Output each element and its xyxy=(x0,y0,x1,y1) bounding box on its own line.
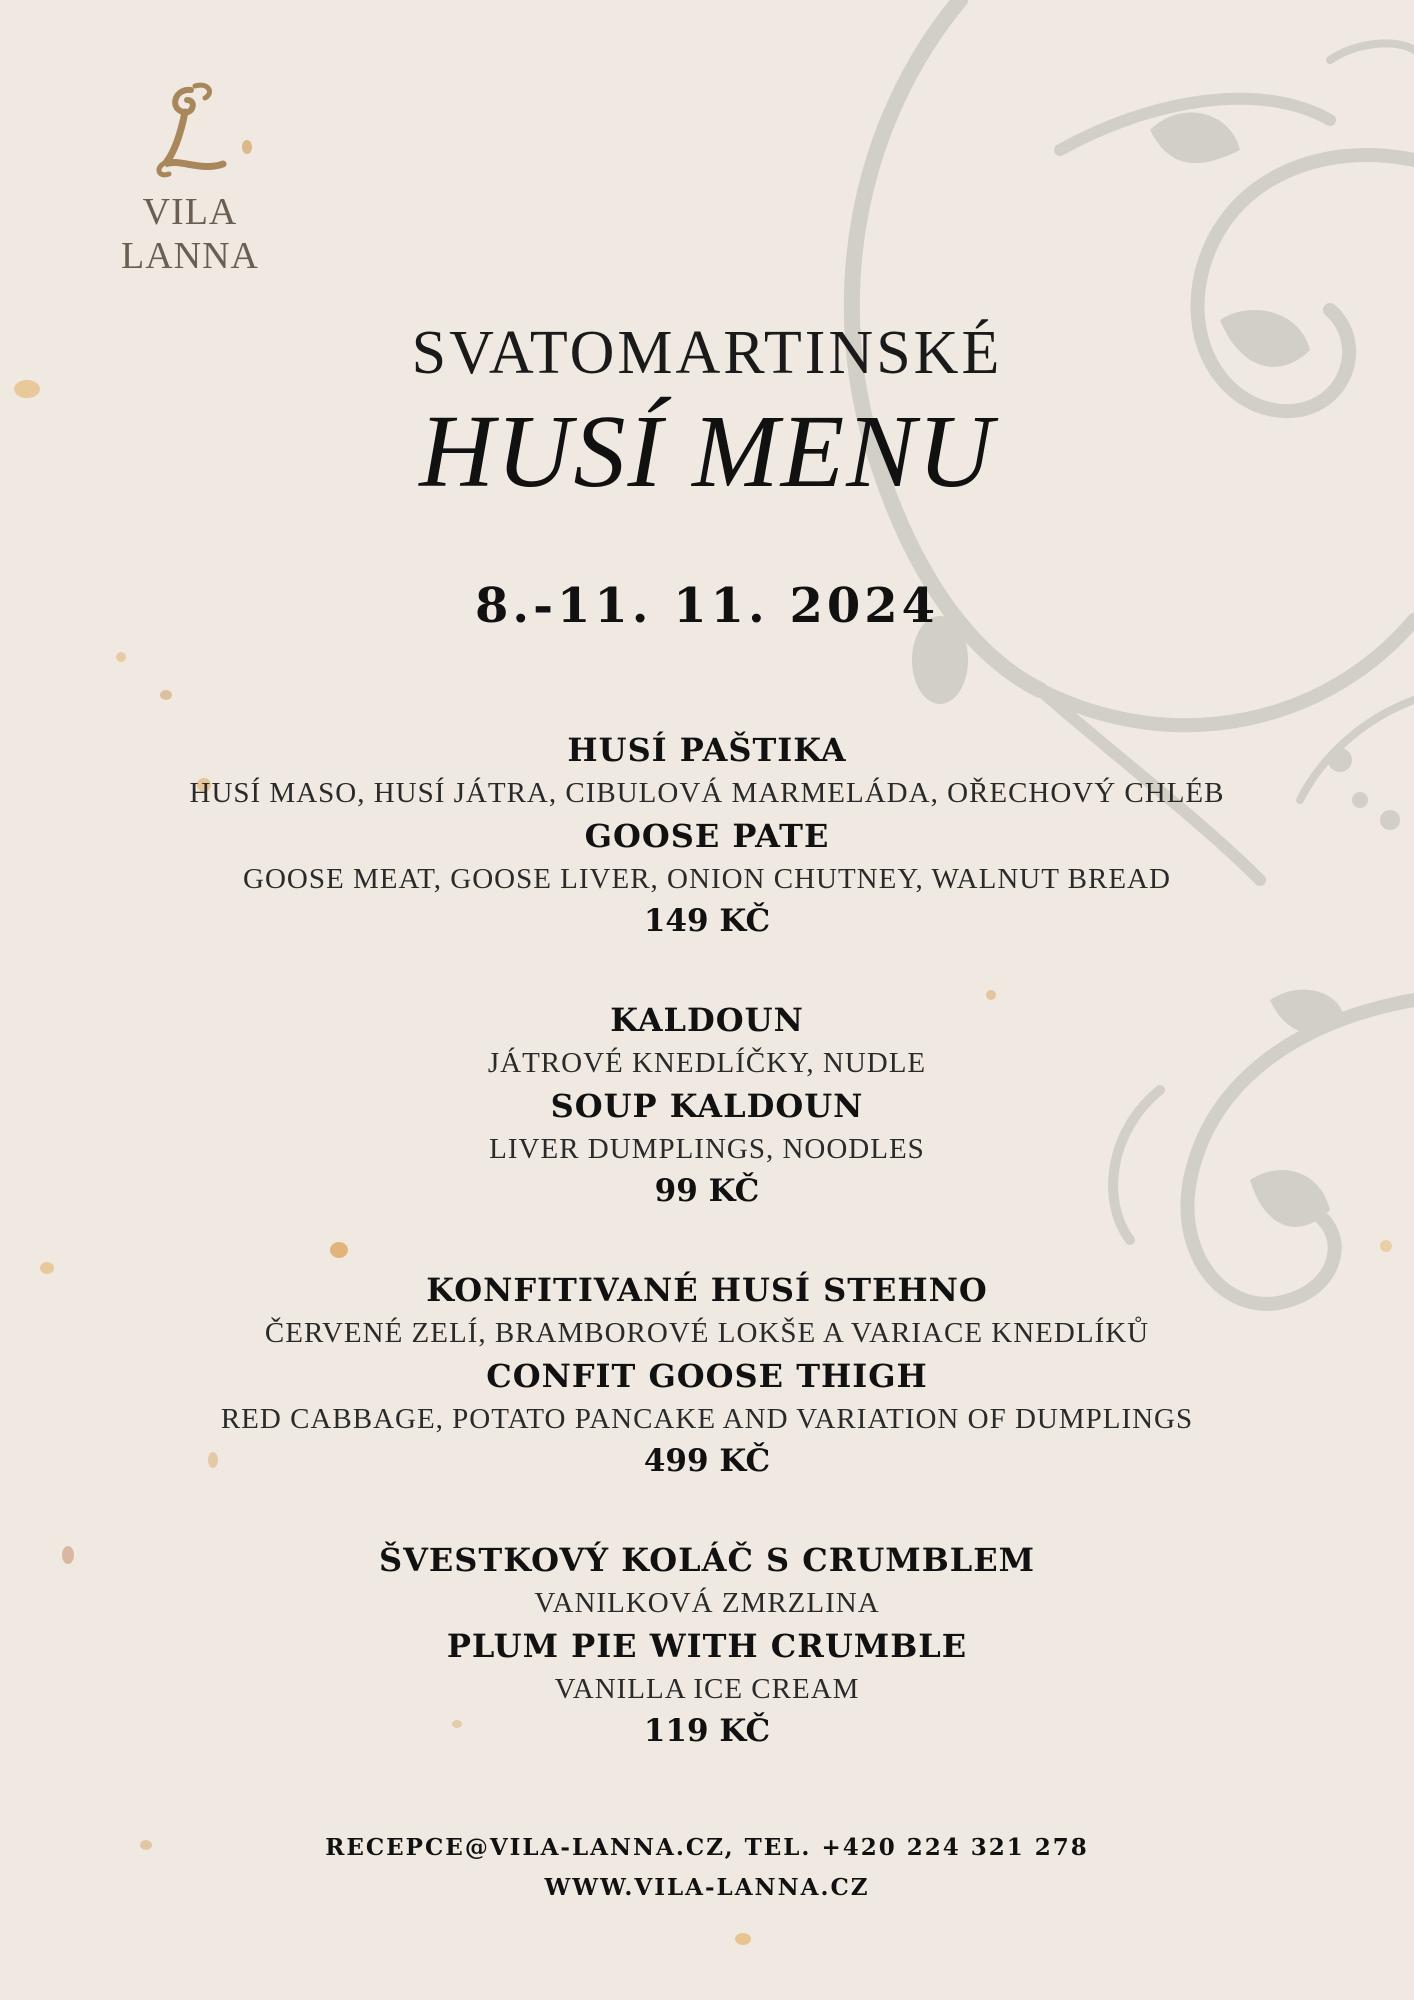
logo-monogram-icon xyxy=(145,82,235,182)
menu-item xyxy=(0,1538,1414,1752)
menu-list xyxy=(0,728,1414,1808)
item-desc-en: RED CABBAGE, POTATO PANCAKE AND VARIATION OF DUMPLINGS xyxy=(220,1403,1194,1435)
item-price: 119 KČ xyxy=(643,1713,771,1749)
item-price: 149 KČ xyxy=(643,903,771,939)
item-name-en: SOUP KALDOUN xyxy=(550,1087,864,1125)
menu-title-line1: SVATOMARTINSKÉ xyxy=(411,319,1003,387)
item-price: 99 KČ xyxy=(654,1173,760,1209)
item-desc-cz: HUSÍ MASO, HUSÍ JÁTRA, CIBULOVÁ MARMELÁDA, OŘECHOVÝ CHLÉB xyxy=(189,777,1225,809)
item-name-en: PLUM PIE WITH CRUMBLE xyxy=(446,1627,968,1665)
item-desc-en: GOOSE MEAT, GOOSE LIVER, ONION CHUTNEY, WALNUT BREAD xyxy=(243,863,1171,895)
item-name-cz: ŠVESTKOVÝ KOLÁČ S CRUMBLEM xyxy=(378,1541,1036,1579)
item-name-en: CONFIT GOOSE THIGH xyxy=(486,1357,928,1395)
contact-website: WWW.VILA-LANNA.CZ xyxy=(544,1874,870,1901)
item-price: 499 KČ xyxy=(643,1443,771,1479)
item-name-cz: KALDOUN xyxy=(610,1001,804,1039)
item-desc-cz: JÁTROVÉ KNEDLÍČKY, NUDLE xyxy=(487,1047,927,1079)
item-name-cz: KONFITIVANÉ HUSÍ STEHNO xyxy=(426,1271,988,1309)
menu-item xyxy=(0,728,1414,942)
contact-email-phone: RECEPCE@VILA-LANNA.CZ, TEL. +420 224 321 278 xyxy=(325,1834,1089,1861)
menu-title-line2: HUSÍ MENU xyxy=(419,394,995,509)
item-desc-cz: VANILKOVÁ ZMRZLINA xyxy=(534,1587,880,1619)
item-name-cz: HUSÍ PAŠTIKA xyxy=(567,731,847,769)
logo-text: VILA LANNA xyxy=(121,191,259,277)
item-desc-en: LIVER DUMPLINGS, NOODLES xyxy=(489,1133,925,1165)
item-desc-en: VANILLA ICE CREAM xyxy=(554,1673,860,1705)
menu-item xyxy=(0,998,1414,1212)
item-desc-cz: ČERVENÉ ZELÍ, BRAMBOROVÉ LOKŠE A VARIACE KNEDLÍKŮ xyxy=(264,1317,1150,1349)
menu-item xyxy=(0,1268,1414,1482)
item-name-en: GOOSE PATE xyxy=(584,817,830,855)
vila-lanna-logo xyxy=(70,82,310,278)
event-date: 8.-11. 11. 2024 xyxy=(474,578,940,634)
